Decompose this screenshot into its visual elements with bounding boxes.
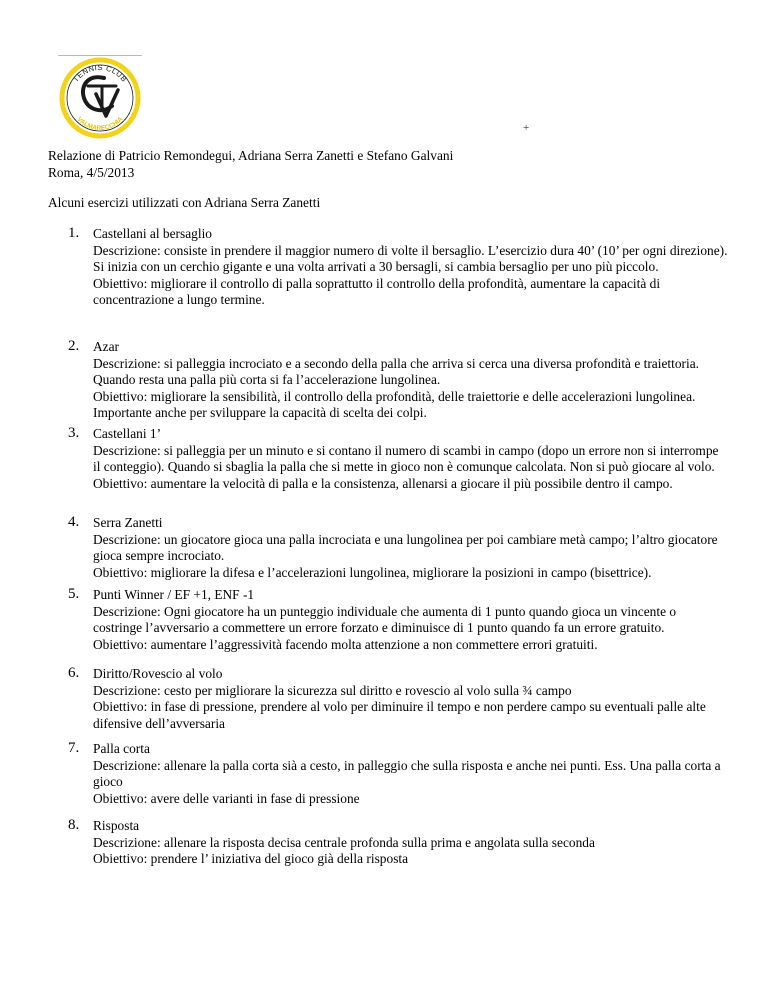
exercise-number: 8. — [68, 817, 80, 833]
exercise-body — [93, 356, 728, 422]
exercise-objective: Obiettivo: aumentare l’aggressività facendo molta attenzione a non commettere errori gratuiti. — [93, 636, 598, 652]
exercise-description: Descrizione: consiste in prendere il maggior numero di volte il bersaglio. L’esercizio dura 40’ (10’ per ogni direzione). Si inizia con un cerchio gigante e una volta arrivati a 30 bersagli, si cambia bersaglio per uno più piccolo. — [93, 242, 728, 274]
exercise-description: Descrizione: allenare la palla corta sià a cesto, in palleggio che sulla risposta e anche nei punti. Ess. Una palla corta a gioco — [93, 757, 721, 789]
exercise-description: Descrizione: cesto per migliorare la sicurezza sul diritto e rovescio al volo sulla ¾ campo — [93, 682, 572, 698]
tennis-club-seal-icon — [58, 56, 142, 140]
exercise-description: Descrizione: allenare la risposta decisa centrale profonda sulla prima e angolata sulla seconda — [93, 834, 595, 850]
logo-top-text: TENNIS CLUB — [71, 62, 129, 84]
exercise-number: 6. — [68, 665, 80, 681]
report-date: Roma, 4/5/2013 — [48, 164, 135, 180]
exercise-objective: Obiettivo: avere delle varianti in fase di pressione — [93, 790, 360, 806]
club-logo — [58, 55, 142, 140]
exercise-body — [93, 243, 728, 309]
exercise-objective: Obiettivo: migliorare la sensibilità, il controllo della profondità, delle traiettorie e delle accelerazioni lungolinea. Importante anche per sviluppare la capacità di scelta dei colpi. — [93, 388, 696, 420]
exercise-number: 1. — [68, 225, 80, 241]
exercise-body — [93, 683, 728, 733]
exercise-title: Punti Winner / EF +1, ENF -1 — [93, 587, 255, 602]
exercise-title: Azar — [93, 339, 120, 354]
exercise-number: 2. — [68, 338, 80, 354]
exercise-description: Descrizione: un giocatore gioca una palla incrociata e una lungolinea per poi cambiare metà campo; l’altro giocatore gioca sempre incrociato. — [93, 531, 718, 563]
exercise-body — [93, 443, 728, 493]
exercise-body — [93, 758, 728, 808]
logo-bottom-text: VALMARECCHIA — [75, 115, 125, 133]
report-authors: Relazione di Patricio Remondegui, Adriana Serra Zanetti e Stefano Galvani — [48, 148, 454, 163]
exercise-title: Castellani al bersaglio — [93, 226, 212, 241]
exercise-objective: Obiettivo: migliorare il controllo di palla soprattutto il controllo della profondità, aumentare la capacità di concentrazione a lungo termine. — [93, 275, 661, 307]
exercise-objective: Obiettivo: aumentare la velocità di palla e la consistenza, allenarsi a giocare il più possibile dentro il campo. — [93, 475, 673, 491]
plus-marker: + — [523, 122, 530, 134]
exercise-body — [93, 835, 728, 868]
exercise-body — [93, 604, 728, 654]
exercise-description: Descrizione: si palleggia incrociato e a secondo della palla che arriva si cerca una diversa profondità e traiettoria. Quando resta una palla più corta si fa l’accelerazione lungolinea. — [93, 355, 700, 387]
section-subtitle: Alcuni esercizi utilizzati con Adriana Serra Zanetti — [48, 195, 321, 210]
exercise-number: 7. — [68, 740, 80, 756]
exercise-number: 5. — [68, 586, 80, 602]
exercise-objective: Obiettivo: prendere l’ iniziativa del gioco già della risposta — [93, 851, 409, 866]
exercise-title: Diritto/Rovescio al volo — [93, 666, 223, 681]
exercise-objective: Obiettivo: migliorare la difesa e l’accelerazioni lungolinea, migliorare la posizioni in campo (bisettrice). — [93, 564, 652, 580]
exercise-title: Castellani 1’ — [93, 426, 162, 441]
exercise-objective: Obiettivo: in fase di pressione, prendere al volo per diminuire il tempo e non perdere campo su eventuali palle alte difensive dell’avversaria — [93, 699, 706, 731]
exercise-title: Risposta — [93, 818, 140, 833]
exercise-number: 3. — [68, 425, 80, 441]
report-header — [48, 148, 453, 181]
exercise-body — [93, 532, 728, 582]
exercise-description: Descrizione: Ogni giocatore ha un punteggio individuale che aumenta di 1 punto quando gioca un vincente o costringe l’avversario a commettere un errore forzato e diminuisce di 1 punto quando fa un errore gratuito. — [93, 603, 677, 635]
exercise-number: 4. — [68, 514, 80, 530]
exercise-title: Palla corta — [93, 741, 150, 756]
exercise-title: Serra Zanetti — [93, 515, 163, 530]
exercise-description: Descrizione: si palleggia per un minuto e si contano il numero di scambi in campo (dopo un errore non si interrompe il conteggio). Quando si sbaglia la palla che si mette in gioco non è comunque calcolata. Non si può giocare al volo. — [93, 442, 719, 474]
